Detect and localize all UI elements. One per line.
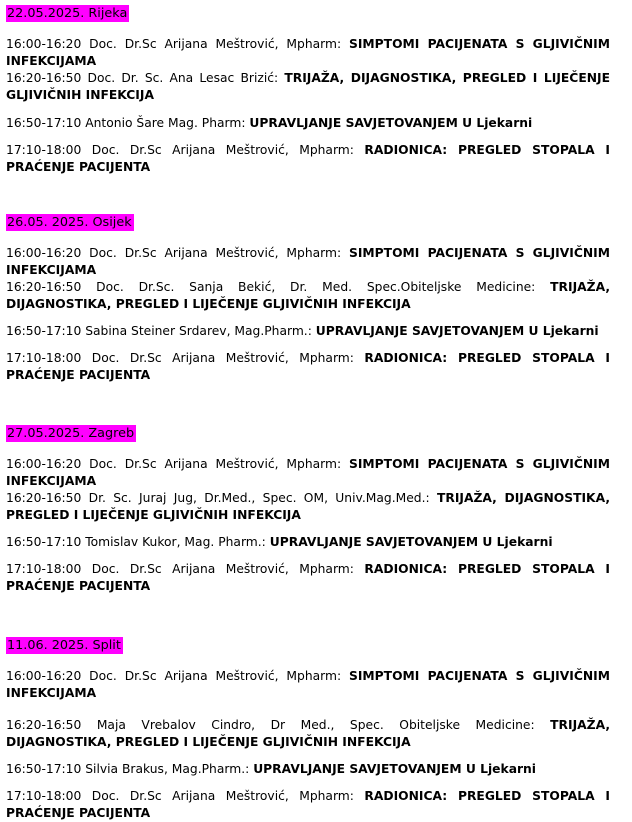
talk-title: TRIJAŽA, DIJAGNOSTIKA, PREGLED I LIJEČENJE GLJIVIČNIH INFEKCIJA (6, 718, 610, 749)
schedule-item (6, 456, 610, 490)
speaker-text: 16:50-17:10 Tomislav Kukor, Mag. Pharm.: (6, 535, 266, 549)
talk-title: UPRAVLJANJE SAVJETOVANJEM U Ljekarni (269, 535, 553, 549)
speaker-text: 17:10-18:00 Doc. Dr.Sc Arijana Meštrović, Mpharm: (6, 789, 354, 803)
schedule-item (6, 761, 610, 778)
schedule-item (6, 561, 610, 595)
speaker-text: 16:20-16:50 Maja Vrebalov Cindro, Dr Med., Spec. Obiteljske Medicine: (6, 718, 535, 732)
schedule-item (6, 142, 610, 176)
speaker-text: 17:10-18:00 Doc. Dr.Sc Arijana Meštrović, Mpharm: (6, 562, 354, 576)
section-date: 26.05. 2025. Osijek (7, 215, 132, 230)
speaker-text: 16:00-16:20 Doc. Dr.Sc Arijana Meštrović, Mpharm: (6, 246, 342, 260)
schedule-item (6, 323, 610, 340)
talk-title: TRIJAŽA, DIJAGNOSTIKA, PREGLED I LIJEČENJE GLJIVIČNIH INFEKCIJA (6, 71, 610, 102)
schedule-item (6, 350, 610, 384)
schedule-item (6, 668, 610, 702)
schedule-section-zagreb (6, 425, 610, 595)
schedule-section-split (6, 637, 610, 822)
schedule-item (6, 36, 610, 70)
talk-title: UPRAVLJANJE SAVJETOVANJEM U Ljekarni (249, 116, 533, 130)
section-date: 27.05.2025. Zagreb (7, 426, 135, 441)
talk-title: SIMPTOMI PACIJENATA S GLJIVIČNIM INFEKCIJAMA (6, 457, 610, 488)
talk-title: RADIONICA: PREGLED STOPALA I PRAĆENJE PACIJENTA (6, 789, 610, 820)
speaker-text: 16:50-17:10 Antonio Šare Mag. Pharm: (6, 116, 246, 130)
speaker-text: 16:20-16:50 Doc. Dr.Sc. Sanja Bekić, Dr. Med. Spec.Obiteljske Medicine: (6, 280, 536, 294)
schedule-item (6, 490, 610, 524)
talk-title: UPRAVLJANJE SAVJETOVANJEM U Ljekarni (315, 324, 599, 338)
speaker-text: 16:00-16:20 Doc. Dr.Sc Arijana Meštrović, Mpharm: (6, 669, 342, 683)
schedule-item (6, 245, 610, 279)
talk-title: RADIONICA: PREGLED STOPALA I PRAĆENJE PACIJENTA (6, 351, 610, 382)
speaker-text: 16:00-16:20 Doc. Dr.Sc Arijana Meštrović, Mpharm: (6, 37, 342, 51)
talk-title: SIMPTOMI PACIJENATA S GLJIVIČNIM INFEKCIJAMA (6, 37, 610, 68)
schedule-item (6, 279, 610, 313)
talk-title: TRIJAŽA, DIJAGNOSTIKA, PREGLED I LIJEČENJE GLJIVIČNIH INFEKCIJA (6, 280, 610, 311)
speaker-text: 16:00-16:20 Doc. Dr.Sc Arijana Meštrović, Mpharm: (6, 457, 342, 471)
schedule-item (6, 115, 610, 132)
speaker-text: 17:10-18:00 Doc. Dr.Sc Arijana Meštrović, Mpharm: (6, 143, 354, 157)
talk-title: TRIJAŽA, DIJAGNOSTIKA, PREGLED I LIJEČENJE GLJIVIČNIH INFEKCIJA (6, 491, 611, 522)
section-date: 22.05.2025. Rijeka (7, 6, 128, 21)
schedule-section-rijeka (6, 5, 610, 176)
talk-title: RADIONICA: PREGLED STOPALA I PRAĆENJE PACIJENTA (6, 143, 610, 174)
schedule-item (6, 717, 610, 751)
speaker-text: 16:50-17:10 Sabina Steiner Srdarev, Mag.Pharm.: (6, 324, 312, 338)
speaker-text: 17:10-18:00 Doc. Dr.Sc Arijana Meštrović, Mpharm: (6, 351, 354, 365)
talk-title: SIMPTOMI PACIJENATA S GLJIVIČNIM INFEKCIJAMA (6, 246, 610, 277)
talk-title: RADIONICA: PREGLED STOPALA I PRAĆENJE PACIJENTA (6, 562, 610, 593)
section-date: 11.06. 2025. Split (7, 638, 121, 653)
talk-title: SIMPTOMI PACIJENATA S GLJIVIČNIM INFEKCIJAMA (6, 669, 610, 700)
schedule-item (6, 788, 610, 822)
schedule-item (6, 70, 610, 104)
schedule-item (6, 534, 610, 551)
schedule-section-osijek (6, 214, 610, 384)
speaker-text: 16:20-16:50 Dr. Sc. Juraj Jug, Dr.Med., Spec. OM, Univ.Mag.Med.: (6, 491, 430, 505)
speaker-text: 16:20-16:50 Doc. Dr. Sc. Ana Lesac Brizić: (6, 71, 279, 85)
speaker-text: 16:50-17:10 Silvia Brakus, Mag.Pharm.: (6, 762, 250, 776)
talk-title: UPRAVLJANJE SAVJETOVANJEM U Ljekarni (253, 762, 537, 776)
